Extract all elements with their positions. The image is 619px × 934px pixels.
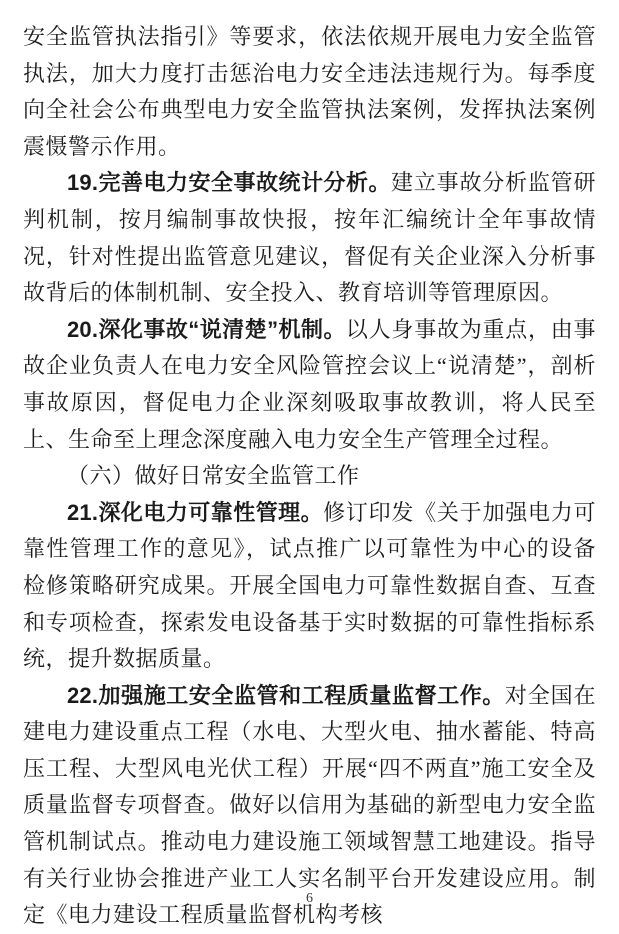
paragraph-20-heading: 20.深化事故“说清楚”机制。 — [67, 316, 346, 342]
paragraph-22-heading: 22.加强施工安全监管和工程质量监督工作。 — [67, 682, 505, 708]
paragraph-22-text: 对全国在建电力建设重点工程（水电、大型火电、抽水蓄能、特高压工程、大型风电光伏工程）开展“四不两直”施工安全及质量监督专项督查。做好以信用为基础的新型电力安全监管机制试点。推动电力建设施工领域智慧工地建设。指导有关行业协会推进产业工人实名制平台开发建设应用。制定《电力建设工程质量监督机构考核 — [23, 682, 596, 928]
document-body — [23, 19, 596, 934]
paragraph-19-heading: 19.完善电力安全事故统计分析。 — [67, 170, 392, 196]
paragraph-continuation-text: 安全监管执法指引》等要求，依法依规开展电力安全监管执法，加大力度打击惩治电力安全违法违规行为。每季度向全社会公布典型电力安全监管执法案例，发挥执法案例震慑警示作用。 — [23, 24, 596, 159]
paragraph-19 — [23, 165, 596, 311]
paragraph-21-heading: 21.深化电力可靠性管理。 — [67, 499, 324, 525]
paragraph-19-text: 建立事故分析监管研判机制，按月编制事故快报，按年汇编统计全年事故情况，针对性提出监管意见建议，督促有关企业深入分析事故背后的体制机制、安全投入、教育培训等管理原因。 — [23, 170, 596, 306]
paragraph-21-text: 修订印发《关于加强电力可靠性管理工作的意见》，试点推广以可靠性为中心的设备检修策略研究成果。开展全国电力可靠性数据自查、互查和专项检查，探索发电设备基于实时数据的可靠性指标系统，提升数据质量。 — [23, 499, 596, 672]
paragraph-20 — [23, 312, 596, 458]
paragraph-continuation — [23, 19, 596, 165]
paragraph-20-text: 以人身事故为重点，由事故企业负责人在电力安全风险管控会议上“说清楚”，剖析事故原因，督促电力企业深刻吸取事故教训，将人民至上、生命至上理念深度融入电力安全生产管理全过程。 — [23, 316, 596, 452]
section-heading-6: （六）做好日常安全监管工作 — [67, 463, 360, 489]
page-number: 6 — [306, 891, 313, 906]
paragraph-21 — [23, 495, 596, 678]
